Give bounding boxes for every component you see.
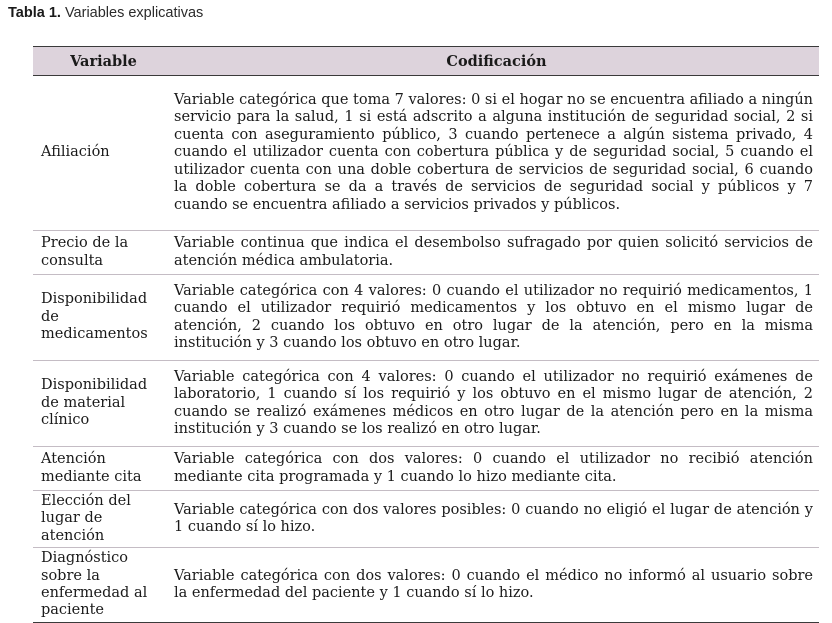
table-row (33, 361, 819, 447)
table-row (33, 548, 819, 623)
variables-table (33, 46, 819, 623)
header-variable: Variable (33, 47, 174, 76)
table-header-row (33, 47, 819, 76)
variable-name: Disponibilidad de medicamentos (33, 275, 174, 361)
variable-coding: Variable categórica que toma 7 valores: 0 si el hogar no se encuentra afiliado a ningún servicio para la salud, 1 si está adscrito a alguna institución de seguridad social, 2 si cuenta con aseguramiento público, 3 cuando pertenece a algún sistema privado, 4 cuando el utilizador cuenta con cobertura pública y de seguridad social, 5 cuando el utilizador cuenta con una doble cobertura de servicios de seguridad social, 6 cuando la doble cobertura se da a través de servicios de seguridad social y públicos y 7 cuando se encuentra afiliado a servicios privados y públicos. (174, 76, 819, 231)
variable-name: Elección del lugar de atención (33, 491, 174, 548)
table-row (33, 76, 819, 231)
table-row (33, 491, 819, 548)
variable-name: Precio de la consulta (33, 231, 174, 275)
variable-coding: Variable categórica con dos valores: 0 cuando el utilizador no recibió atención mediante cita programada y 1 cuando lo hizo mediante cita. (174, 447, 819, 491)
variable-coding: Variable categórica con 4 valores: 0 cuando el utilizador no requirió exámenes de laboratorio, 1 cuando sí los requirió y los obtuvo en el mismo lugar de atención, 2 cuando se realizó exámenes médicos en otro lugar de la atención pero en la misma institución y 3 cuando se los realizó en otro lugar. (174, 361, 819, 447)
variable-name: Diagnóstico sobre la enfermedad al paciente (33, 548, 174, 623)
variable-coding: Variable categórica con dos valores posibles: 0 cuando no eligió el lugar de atención y 1 cuando sí lo hizo. (174, 491, 819, 548)
table-caption (8, 5, 203, 21)
variable-name: Afiliación (33, 76, 174, 231)
table-row (33, 231, 819, 275)
table-row (33, 447, 819, 491)
caption-title: Variables explicativas (60, 5, 204, 21)
variable-name: Atención mediante cita (33, 447, 174, 491)
variable-coding: Variable categórica con dos valores: 0 cuando el médico no informó al usuario sobre la enfermedad del paciente y 1 cuando sí lo hizo. (174, 548, 819, 623)
table-row (33, 275, 819, 361)
variable-name: Disponibilidad de material clínico (33, 361, 174, 447)
caption-number: Tabla 1. (8, 5, 61, 21)
variable-coding: Variable categórica con 4 valores: 0 cuando el utilizador no requirió medicamentos, 1 cuando el utilizador requirió medicamentos y los obtuvo en el mismo lugar de atención, 2 cuando los obtuvo en otro lugar de la atención, pero en la misma institución y 3 cuando los obtuvo en otro lugar. (174, 275, 819, 361)
header-coding: Codificación (174, 47, 819, 76)
variable-coding: Variable continua que indica el desembolso sufragado por quien solicitó servicios de atención médica ambulatoria. (174, 231, 819, 275)
